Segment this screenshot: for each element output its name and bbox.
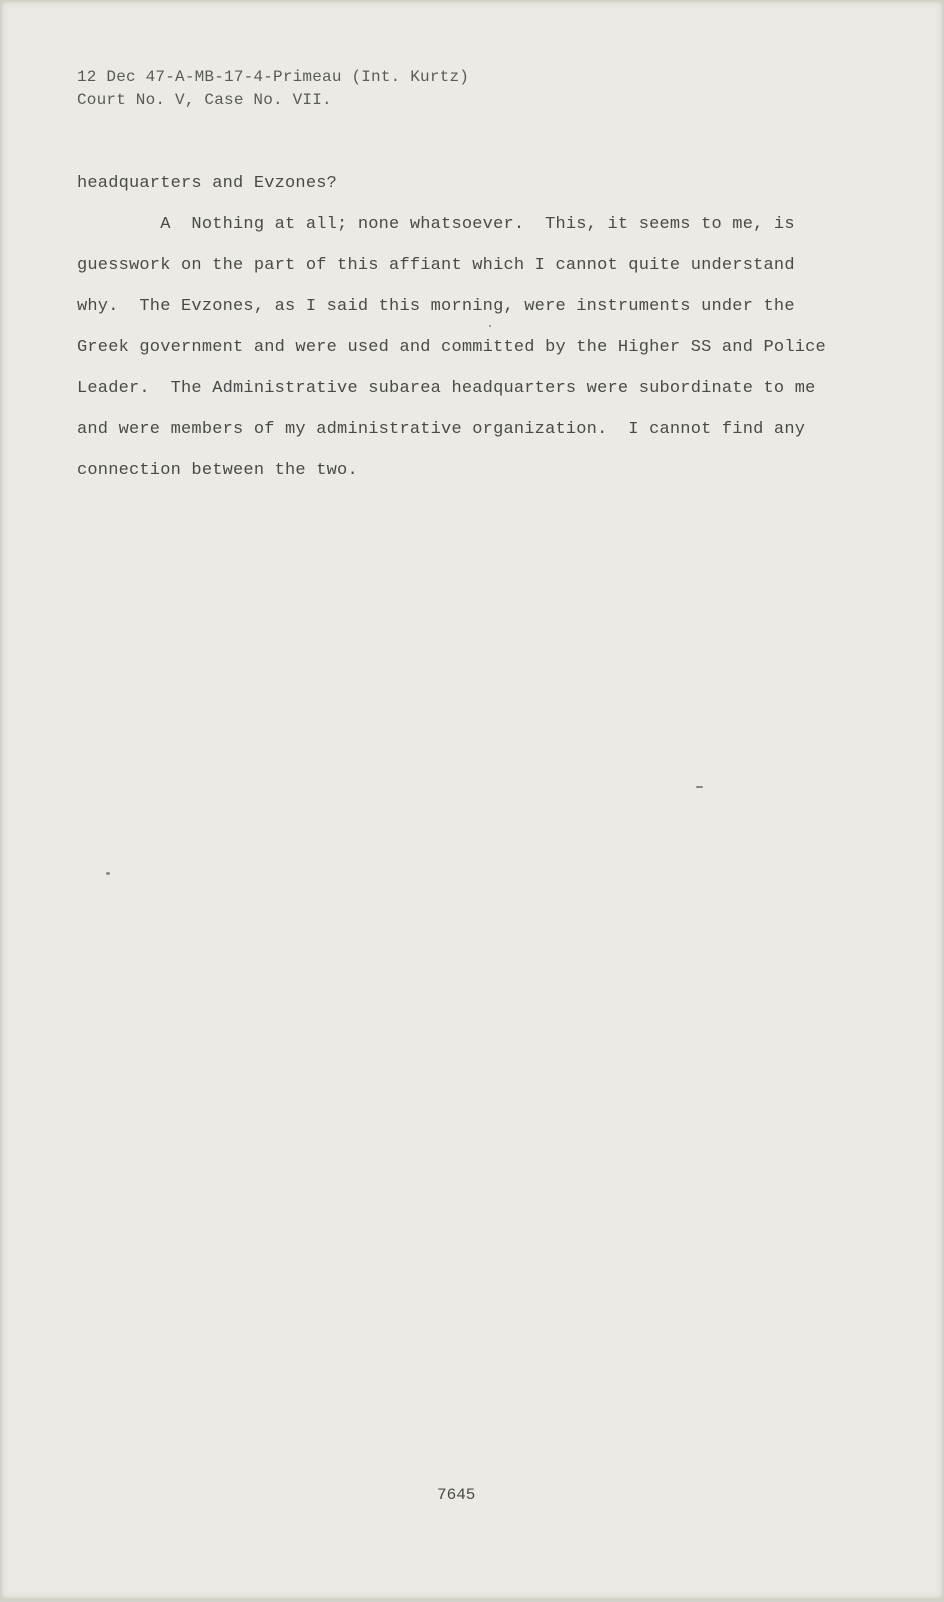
body-line: Greek government and were used and committed by the Higher SS and Police (77, 338, 826, 357)
body-line: why. The Evzones, as I said this morning, were instruments under the (77, 297, 795, 316)
header-line-2: Court No. V, Case No. VII. (77, 91, 332, 109)
document-page (2, 2, 942, 1598)
header-line-1: 12 Dec 47-A-MB-17-4-Primeau (Int. Kurtz) (77, 68, 470, 86)
body-line: headquarters and Evzones? (77, 174, 338, 193)
page-number: 7645 (437, 1486, 476, 1504)
body-line: A Nothing at all; none whatsoever. This, it seems to me, is (77, 215, 795, 234)
paper-speck (696, 786, 703, 788)
body-line: and were members of my administrative organization. I cannot find any (77, 420, 806, 439)
paper-speck (106, 872, 110, 875)
paper-speck (489, 325, 491, 327)
body-line: connection between the two. (77, 461, 358, 480)
body-line: guesswork on the part of this affiant which I cannot quite understand (77, 256, 795, 275)
body-line: Leader. The Administrative subarea headquarters were subordinate to me (77, 379, 816, 398)
